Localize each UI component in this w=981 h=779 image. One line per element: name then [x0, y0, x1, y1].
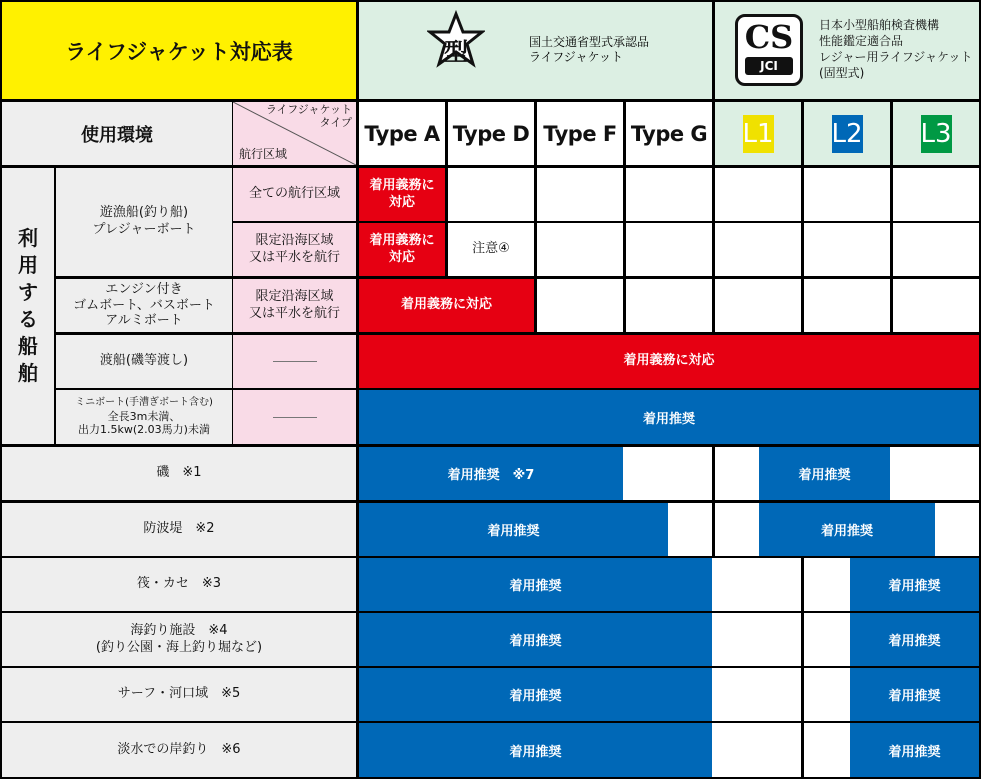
- boat-fishing-line2: プレジャーボート: [92, 222, 196, 237]
- cell-recommended: [850, 723, 979, 777]
- cell-recommended: [759, 503, 935, 556]
- boat-engine-line1: エンジン付き: [105, 282, 183, 298]
- type-g-label: Type G: [630, 121, 708, 146]
- chart-title: ライフジャケット対応表: [65, 39, 293, 64]
- cell-obligation: [359, 168, 445, 221]
- boat-engine-line3: アルミボート: [105, 313, 183, 329]
- boat-group-char: 船: [18, 334, 38, 358]
- environment-header: [2, 102, 232, 165]
- chart-title-cell: [2, 2, 356, 99]
- area-coastal-line2: 又は平水を航行: [248, 249, 340, 265]
- area-all: [233, 168, 356, 221]
- cell-recommended-text: 着用推奨: [798, 468, 851, 483]
- boat-group-char: 用: [18, 253, 38, 277]
- cell-recommended: [359, 723, 712, 777]
- env-fishing-facility-line2: (釣り公園・海上釣り堀など): [95, 639, 263, 655]
- cell-recommended: [850, 668, 979, 721]
- cell-empty: [448, 168, 534, 221]
- area-coastal-line1: 限定沿海区域: [255, 288, 334, 304]
- area-coastal-line1: 限定沿海区域: [255, 232, 334, 248]
- cell-obligation-span: [359, 279, 534, 332]
- boat-group-char: 舶: [18, 361, 38, 385]
- type-label: [266, 103, 352, 129]
- column-divider: [801, 613, 804, 666]
- boat-fishing-line1: 遊漁船(釣り船): [99, 205, 189, 221]
- level-l3-badge: L3: [921, 115, 952, 153]
- cell-recommended: [759, 447, 890, 500]
- cell-recommended-text: 着用推奨: [509, 634, 562, 649]
- environment-header-label: 使用環境: [81, 124, 153, 146]
- jci-approval-header: [715, 2, 979, 99]
- cell-obligation-line1: 着用義務に: [369, 177, 435, 193]
- env-fishing-facility: [2, 613, 356, 666]
- cell-recommended-text: 着用推奨: [888, 579, 941, 594]
- cell-obligation-full: [359, 335, 979, 388]
- jci-line2: 性能鑑定適合品: [819, 34, 904, 48]
- boat-engine-line2: ゴムボート、バスボート: [73, 297, 215, 313]
- boat-mini-line1: ミニボート(手漕ぎボート含む): [75, 397, 213, 408]
- cell-empty: [804, 279, 890, 332]
- cell-recommended-text: 着用推奨: [888, 744, 941, 760]
- env-surf: [2, 668, 356, 721]
- cell-recommended: [359, 668, 712, 721]
- cell-recommended: [359, 447, 623, 500]
- mlit-approval-header: [359, 2, 712, 99]
- cell-recommended: [850, 613, 979, 666]
- area-label: 航行区域: [239, 147, 288, 161]
- env-iso-label: 磯 ※1: [156, 465, 202, 481]
- dash-divider: [273, 361, 317, 362]
- cell-recommended-text: 着用推奨: [487, 524, 540, 539]
- boat-ferry: [56, 335, 232, 388]
- cell-recommended-text: 着用推奨: [509, 579, 562, 594]
- approval-mark-icon: [427, 10, 485, 90]
- level-l1-badge: L1: [743, 115, 774, 153]
- cell-obligation-line1: 着用義務に: [369, 232, 435, 248]
- cell-recommended-text: 着用推奨: [888, 689, 941, 704]
- boat-fishing: [56, 168, 232, 276]
- jci-logo-text: JCI: [745, 57, 793, 75]
- level-l3-header: [893, 102, 979, 165]
- env-breakwater-label: 防波堤 ※2: [143, 521, 215, 537]
- cell-empty: [893, 223, 979, 276]
- cell-obligation-line2: 対応: [388, 249, 415, 265]
- cell-recommended-full: [359, 390, 979, 444]
- cell-recommended-text: 着用推奨: [820, 524, 873, 539]
- area-coastal-line2: 又は平水を航行: [248, 305, 340, 321]
- cell-empty: [893, 279, 979, 332]
- area-none: [233, 390, 356, 444]
- cell-recommended: [850, 558, 979, 611]
- level-l1-header: [715, 102, 801, 165]
- dash-divider: [273, 417, 317, 418]
- area-all-label: 全ての航行区域: [248, 186, 340, 202]
- corner-diagonal-cell: [233, 102, 356, 165]
- approval-line1: 国土交通省型式承認品: [529, 35, 650, 49]
- boat-mini-line3: 出力1.5kw(2.03馬力)未満: [78, 423, 210, 437]
- cs-logo-text: CS: [744, 18, 794, 56]
- jci-line3: レジャー用ライフジャケット: [819, 50, 973, 64]
- cell-recommended: [359, 613, 712, 666]
- area-coastal: [233, 223, 356, 276]
- column-divider: [801, 668, 804, 721]
- cell-recommended-text: 着用推奨: [642, 411, 695, 427]
- cell-obligation-text: 着用義務に対応: [400, 297, 492, 313]
- boat-group-label: [2, 168, 54, 444]
- jci-line1: 日本小型船舶検査機構: [819, 18, 940, 32]
- cell-recommended-text: 着用推奨: [888, 634, 941, 649]
- column-divider: [712, 447, 715, 500]
- cell-empty: [537, 223, 623, 276]
- cell-empty: [715, 168, 801, 221]
- cell-recommended-text: 着用推奨: [509, 744, 562, 760]
- env-surf-label: サーフ・河口域 ※5: [117, 686, 241, 702]
- cell-empty: [626, 279, 712, 332]
- env-fishing-facility-line1: 海釣り施設 ※4: [130, 622, 228, 638]
- cell-obligation-text: 着用義務に対応: [623, 353, 715, 369]
- type-f-header: [537, 102, 623, 165]
- boat-mini: [56, 390, 232, 444]
- level-l2-header: [804, 102, 890, 165]
- cell-empty: [715, 223, 801, 276]
- cell-empty: [893, 168, 979, 221]
- jci-text: [819, 17, 972, 81]
- type-f-label: Type F: [543, 121, 617, 146]
- type-g-header: [626, 102, 712, 165]
- cell-empty: [537, 168, 623, 221]
- cell-empty: [626, 223, 712, 276]
- cell-note4: [448, 223, 534, 276]
- cell-obligation-line2: 対応: [388, 194, 415, 210]
- cell-recommended: [359, 558, 712, 611]
- cell-obligation: [359, 223, 445, 276]
- type-label-line1: ライフジャケット: [265, 103, 352, 116]
- column-divider: [801, 723, 804, 777]
- column-divider: [801, 558, 804, 611]
- env-raft-label: 筏・カセ ※3: [136, 576, 222, 592]
- area-none: [233, 335, 356, 388]
- type-d-label: Type D: [452, 121, 530, 146]
- cell-empty: [804, 223, 890, 276]
- cell-recommended-text: 着用推奨: [509, 689, 562, 704]
- boat-engine: [56, 279, 232, 332]
- env-freshwater-label: 淡水での岸釣り ※6: [117, 741, 241, 757]
- area-coastal: [233, 279, 356, 332]
- approval-text: [529, 35, 649, 65]
- approval-line2: ライフジャケット: [529, 50, 623, 64]
- level-l2-badge: L2: [832, 115, 863, 153]
- boat-mini-line2: 全長3m未満、: [107, 409, 181, 423]
- type-d-header: [448, 102, 534, 165]
- cell-empty: [804, 168, 890, 221]
- cell-empty: [626, 168, 712, 221]
- type-label-line2: タイプ: [319, 116, 352, 129]
- cell-empty: [537, 279, 623, 332]
- boat-group-char: す: [18, 280, 38, 304]
- cs-jci-logo-icon: [735, 14, 803, 86]
- env-breakwater: [2, 503, 356, 556]
- type-a-label: Type A: [364, 121, 440, 146]
- cell-note4-text: 注意④: [472, 241, 510, 257]
- cell-recommended-text: 着用推奨 ※7: [447, 468, 535, 483]
- column-divider: [712, 503, 715, 556]
- env-iso: [2, 447, 356, 500]
- env-freshwater: [2, 723, 356, 777]
- boat-group-char: る: [18, 307, 38, 331]
- cell-empty: [715, 279, 801, 332]
- boat-group-char: 利: [18, 226, 38, 250]
- jci-line4: (固型式): [819, 66, 865, 80]
- type-a-header: [359, 102, 445, 165]
- env-raft: [2, 558, 356, 611]
- cell-recommended: [359, 503, 668, 556]
- boat-ferry-label: 渡船(磯等渡し): [99, 353, 189, 369]
- approval-mark-text: 型: [444, 38, 468, 66]
